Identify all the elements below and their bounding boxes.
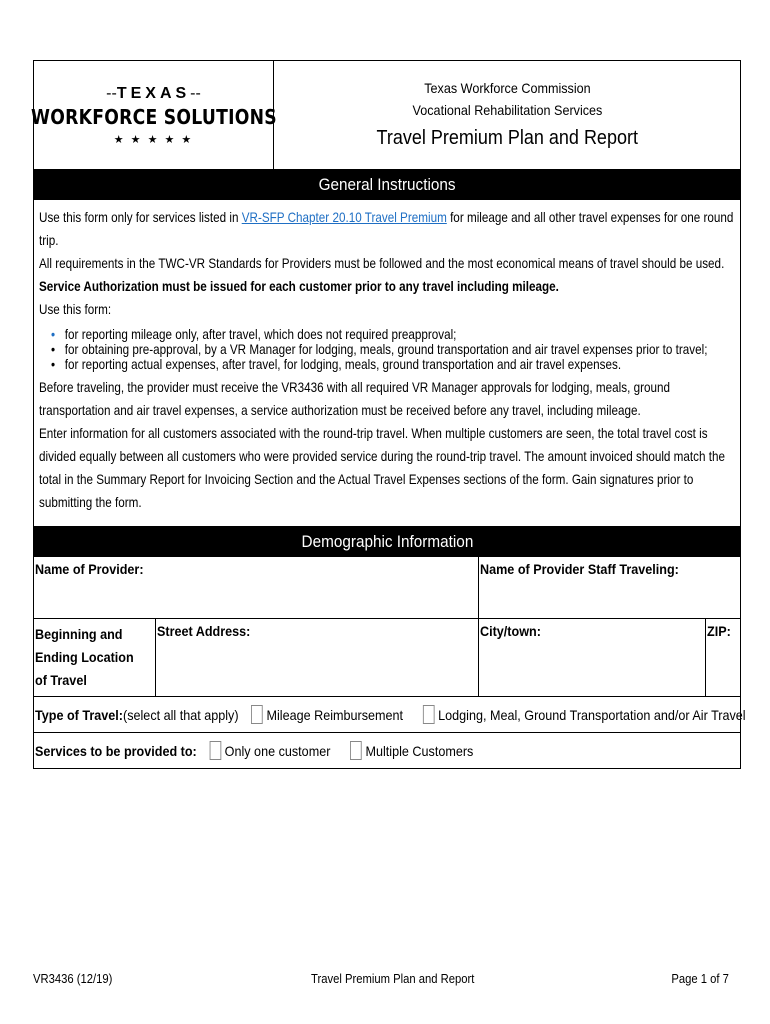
- list-item: • for reporting actual expenses, after travel, for lodging, meals, ground transportation and air travel expenses.: [39, 357, 734, 372]
- instruction-para-2: All requirements in the TWC-VR Standards for Providers must be followed and the most economical means of travel should be used.: [39, 256, 725, 271]
- mileage-checkbox[interactable]: [251, 705, 263, 724]
- instruction-para-6: Enter information for all customers associated with the round-trip travel. When multiple customers are seen, the total travel cost is divided equally between all customers who were provided service during the round-trip travel. The amount invoiced should match the total in the Summary Report for Invoicing Section and the Actual Travel Expenses sections of the form. Gain signatures prior to submitting the form.: [39, 426, 726, 510]
- form-id: VR3436 (12/19): [33, 972, 113, 986]
- logo-texas-text: TEXAS: [116, 84, 191, 102]
- title-block: [274, 61, 740, 169]
- demographic-table: [34, 557, 740, 696]
- chapter-link[interactable]: VR-SFP Chapter 20.10 Travel Premium: [241, 210, 447, 225]
- footer-title: Travel Premium Plan and Report: [311, 972, 475, 986]
- page-number: Page 1 of 7: [671, 972, 729, 986]
- list-item: • for reporting mileage only, after travel, which does not required preapproval;: [39, 327, 734, 342]
- services-row: [34, 732, 740, 768]
- division-name: Vocational Rehabilitation Services: [412, 102, 602, 118]
- form-title: Travel Premium Plan and Report: [376, 127, 638, 149]
- demographic-information-heading: Demographic Information: [34, 527, 740, 557]
- instruction-para-4: Use this form:: [39, 302, 112, 317]
- travel-type-label: Type of Travel:: [35, 706, 124, 723]
- type-of-travel-row: [34, 696, 746, 732]
- zip-field[interactable]: ZIP:: [706, 618, 740, 696]
- org-name: Texas Workforce Commission: [423, 80, 591, 96]
- street-address-field[interactable]: Street Address:: [156, 618, 479, 696]
- lodging-checkbox[interactable]: [423, 705, 435, 724]
- usage-bullet-list: [39, 327, 734, 372]
- lodging-option-label: Lodging, Meal, Ground Transportation and/or Air Travel: [438, 706, 746, 723]
- general-instructions-heading: General Instructions: [34, 170, 740, 200]
- workforce-solutions-logo: --TEXAS-- WORKFORCE SOLUTIONS ★ ★ ★ ★ ★: [34, 61, 274, 169]
- one-customer-label: Only one customer: [224, 742, 331, 759]
- form-header: [30, 61, 740, 170]
- list-item: • for obtaining pre-approval, by a VR Manager for lodging, meals, ground transportation and air travel expenses prior to travel;: [39, 342, 734, 357]
- multiple-customers-label: Multiple Customers: [365, 742, 474, 759]
- multiple-customers-checkbox[interactable]: [350, 741, 362, 760]
- services-label: Services to be provided to:: [35, 742, 197, 759]
- instruction-para-3: Service Authorization must be issued for each customer prior to any travel including mileage.: [39, 279, 559, 294]
- travel-location-label-cell: Beginning and Ending Location of Travel: [34, 618, 156, 696]
- staff-traveling-field[interactable]: Name of Provider Staff Traveling:: [479, 557, 740, 618]
- mileage-option-label: Mileage Reimbursement: [266, 706, 404, 723]
- travel-premium-form: [30, 60, 746, 769]
- logo-main-text: WORKFORCE SOLUTIONS: [30, 104, 277, 129]
- instruction-para-1: Use this form only for services listed in VR-SFP Chapter 20.10 Travel Premium for mileage and all other travel expenses for one round trip.: [39, 210, 734, 248]
- logo-stars-icon: ★ ★ ★ ★ ★: [113, 133, 194, 146]
- instruction-para-5: Before traveling, the provider must receive the VR3436 with all required VR Manager approvals for lodging, meals, ground transportation and air travel expenses, a service authorization must be received before any travel, including mileage.: [39, 380, 670, 418]
- one-customer-checkbox[interactable]: [209, 741, 221, 760]
- city-field[interactable]: City/town:: [479, 618, 706, 696]
- travel-type-note: (select all that apply): [123, 706, 239, 723]
- general-instructions-body: [34, 200, 740, 527]
- provider-name-field[interactable]: Name of Provider:: [35, 561, 144, 577]
